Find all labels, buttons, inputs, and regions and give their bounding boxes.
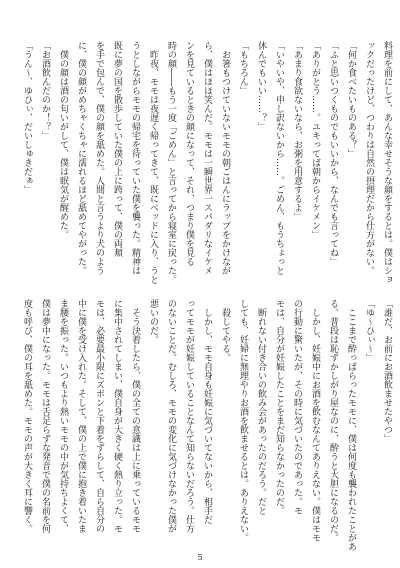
text-line: お箸もつけていないモモの朝ごはんにラップをかけなが <box>220 41 230 275</box>
text-line: 中に僕を受け入れた。そして、僕の上で僕に抱き着いたま <box>76 299 86 533</box>
text-line: 時の顔――もう一度「ごめん」と言ってから寝室に戻った。 <box>166 41 176 284</box>
text-line: モは、自分が妊娠したことをまだ知らなかったのだ。 <box>274 299 284 515</box>
text-line: 僕は夢中になった。モモは舌足らずな発音で僕の名前を何 <box>40 299 50 533</box>
text-line: 断れない付き合いの飲み会があったのだろう。だと <box>256 299 266 515</box>
text-line: モは、必要最小限にズボンと下着をずらして、自ら自分の <box>94 299 104 533</box>
text-line: しかし、モモ自身も妊娠に気づいてないから、相手だ <box>202 299 212 524</box>
text-line: 殺してやる。 <box>220 299 230 362</box>
text-line: ま腰を振った。いつもより熱いモモの中が気持ちよくて、 <box>58 299 68 533</box>
text-line: 「ありがとう……。ユキってば朝からイケメン」 <box>310 41 320 239</box>
text-line: 「いやいや、申し訳ないから……。ごめん、もうちょっと <box>274 41 284 275</box>
lower-text-block <box>18 299 396 553</box>
text-line: 休んでもいい……？」 <box>256 41 266 131</box>
text-line: ってモモが妊娠していることなんて知らないだろう。仕方 <box>184 299 194 533</box>
text-line: ここまで酔っぱらったモモに、僕は何度も襲われたことがあ <box>346 299 356 551</box>
text-line: のないことだ。むしろ、モモの変化に気づけなかった僕が <box>166 299 176 533</box>
text-line: しかし、妊娠中にお酒を飲むなんてありえない。僕はモモ <box>310 299 320 542</box>
text-line: る。普段は恥ずかしがり屋なのに、酔うと大胆になるのだ。 <box>328 299 338 542</box>
text-line: 悪いのだ。 <box>148 299 158 344</box>
text-line: を手で包んで、僕の顔を舐めた。人間と言うより犬のよう <box>94 41 104 275</box>
text-line: ら、僕はほほ笑んだ。モモは一瞬世界一スパダリなイケメ <box>202 41 212 275</box>
text-line: 「何か食べたいものある？」 <box>346 41 356 158</box>
text-line: ンを見ているときの顔になって、それ、つまり僕を見る <box>184 41 194 266</box>
text-line: 「誰だ、お前にお酒飲ませたやつ」 <box>382 299 392 443</box>
text-line: 「うん〜、ゆひぃ、だいしゅきだぁ」 <box>22 41 32 194</box>
text-line: 「もちろん」 <box>238 41 248 95</box>
text-line: に集中されてしまい、僕自身が大きく硬く熱り立った。モ <box>112 299 122 533</box>
page-number: 5 <box>197 553 203 562</box>
text-line: ックだったけど、つわりは自然の摂理だから仕方がない。 <box>364 41 374 275</box>
upper-text-block <box>18 41 396 295</box>
text-line: 「ゆ〜ひぃ〜」 <box>364 299 374 362</box>
text-line: うとしながらモモの帰宅を待っていた僕を襲った。精神は <box>130 41 140 275</box>
text-line: 「あまり食欲ないなら、お粥を用意するよ」 <box>292 41 302 221</box>
text-line: しても、妊婦に無理やりお酒を飲ませるとは。ありえない。 <box>238 299 248 542</box>
text-line: 度も呼び、僕の耳を舐めた。モモの声が大きく耳に響く。 <box>22 299 32 533</box>
text-line: 既に夢の国を散歩していた僕の上に跨って、僕の両頬 <box>112 41 122 257</box>
text-line: 「お酒飲んだのか！？」 <box>40 41 50 140</box>
text-line: 昨夜、モモは夜遅く帰ってきて、既にベッドに入り、うと <box>148 41 158 284</box>
text-line: 料理を前にして、あんな幸せそうな顔をするとは。僕はショ <box>382 41 392 284</box>
text-line: に、僕の顔がめちゃくちゃに濡れるほど舐めてやがった。 <box>76 41 86 275</box>
text-line: の行動に驚いたが、その時に気づいたのであった。モ <box>292 299 302 515</box>
text-line: 「ふと思いつくものでもいいから、なんでも言ってね」 <box>328 41 338 266</box>
text-line: そう決着したら、僕の全ての意識は上に乗っているモモ <box>130 299 140 533</box>
text-line: 僕の顔は酒の匂いがして、僕は眠気が醒めた。 <box>58 41 68 239</box>
